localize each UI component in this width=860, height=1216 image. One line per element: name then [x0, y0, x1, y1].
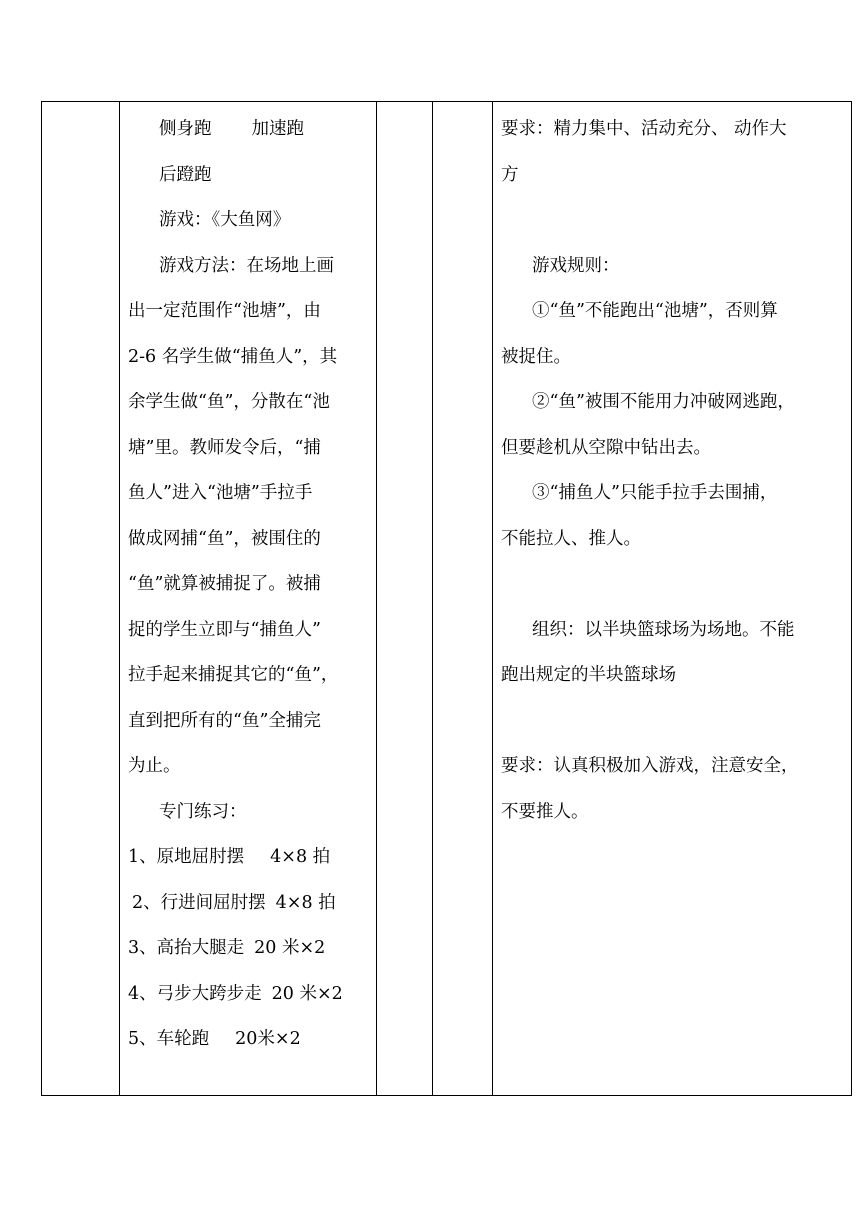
table-row [42, 102, 852, 1096]
drill-amount: 4×8 拍 [270, 847, 331, 867]
requirement-text-continued: 不要推人。 [501, 801, 589, 822]
text-line: 要求：精力集中、活动充分、 动作大 [501, 119, 787, 139]
drill-name: 2、行进间屈肘摆 [132, 892, 266, 913]
empty-cell-section [42, 102, 120, 1096]
drill-item [128, 835, 370, 881]
drill-item [128, 926, 370, 972]
text-line: 为止。 [128, 756, 181, 776]
content-cell [120, 102, 377, 1096]
text-line: 拉手起来捕捉其它的“鱼”， [128, 665, 339, 685]
drill-name: 3、高抬大腿走 [128, 938, 245, 958]
text-line: 余学生做“鱼”，分散在“池 [128, 392, 330, 412]
text-line: 出一定范围作“池塘”，由 [128, 301, 321, 321]
empty-cell-time [377, 102, 433, 1096]
accelerate-run-text: 加速跑 [251, 119, 304, 139]
game-title: 游戏：《大鱼网》 [159, 210, 291, 230]
drill-item [128, 972, 370, 1018]
requirements-cell [493, 102, 852, 1096]
organization-text: 组织：以半块篮球场为场地。不能 [532, 619, 795, 640]
rules-title: 游戏规则： [532, 255, 620, 276]
rule-item: ①“鱼”不能跑出“池塘”，否则算 [532, 301, 778, 321]
rule-item-continued: 被捉住。 [501, 346, 571, 367]
drill-amount: 20 米×2 [254, 938, 326, 958]
drill-amount: 4×8 拍 [275, 892, 336, 913]
drill-name: 4、弓步大跨步走 [128, 983, 262, 1004]
side-run-text: 侧身跑 [159, 119, 212, 139]
drills-heading: 专门练习： [159, 801, 247, 822]
empty-cell-count [433, 102, 493, 1096]
warmup-line [128, 107, 370, 153]
text-line: 游戏方法：在场地上画 [159, 255, 334, 276]
text-line: “鱼”就算被捕捉了。被捕 [128, 574, 321, 594]
text-line: 鱼人”进入“池塘”手拉手 [128, 483, 313, 503]
drill-name: 1、原地屈肘摆 [128, 847, 245, 867]
text-line: 方 [501, 164, 519, 185]
drill-amount: 20米×2 [235, 1029, 301, 1049]
organization-text-continued: 跑出规定的半块篮球场 [501, 665, 676, 685]
lesson-plan-table [41, 101, 852, 1096]
drill-item [128, 1017, 370, 1063]
text-line: 2-6 名学生做“捕鱼人”，其 [128, 346, 338, 367]
text-line: 做成网捕“鱼”，被围住的 [128, 528, 321, 549]
drill-amount: 20 米×2 [271, 983, 343, 1004]
drill-item [128, 881, 370, 927]
requirements-text [493, 102, 851, 835]
rule-item-continued: 但要趁机从空隙中钻出去。 [501, 437, 711, 458]
requirement-text: 要求：认真积极加入游戏，注意安全， [501, 756, 799, 776]
rule-item: ②“鱼”被围不能用力冲破网逃跑， [532, 392, 795, 412]
text-line: 捉的学生立即与“捕鱼人” [128, 619, 321, 640]
text-line: 直到把所有的“鱼”全捕完 [128, 710, 321, 731]
text-line: 塘”里。教师发令后，“捕 [128, 437, 321, 458]
drill-name: 5、车轮跑 [128, 1029, 210, 1049]
content-text [120, 102, 376, 1063]
rule-item: ③“捕鱼人”只能手拉手去围捕， [532, 483, 778, 503]
text-line: 后蹬跑 [159, 164, 212, 185]
rule-item-continued: 不能拉人、推人。 [501, 528, 641, 549]
